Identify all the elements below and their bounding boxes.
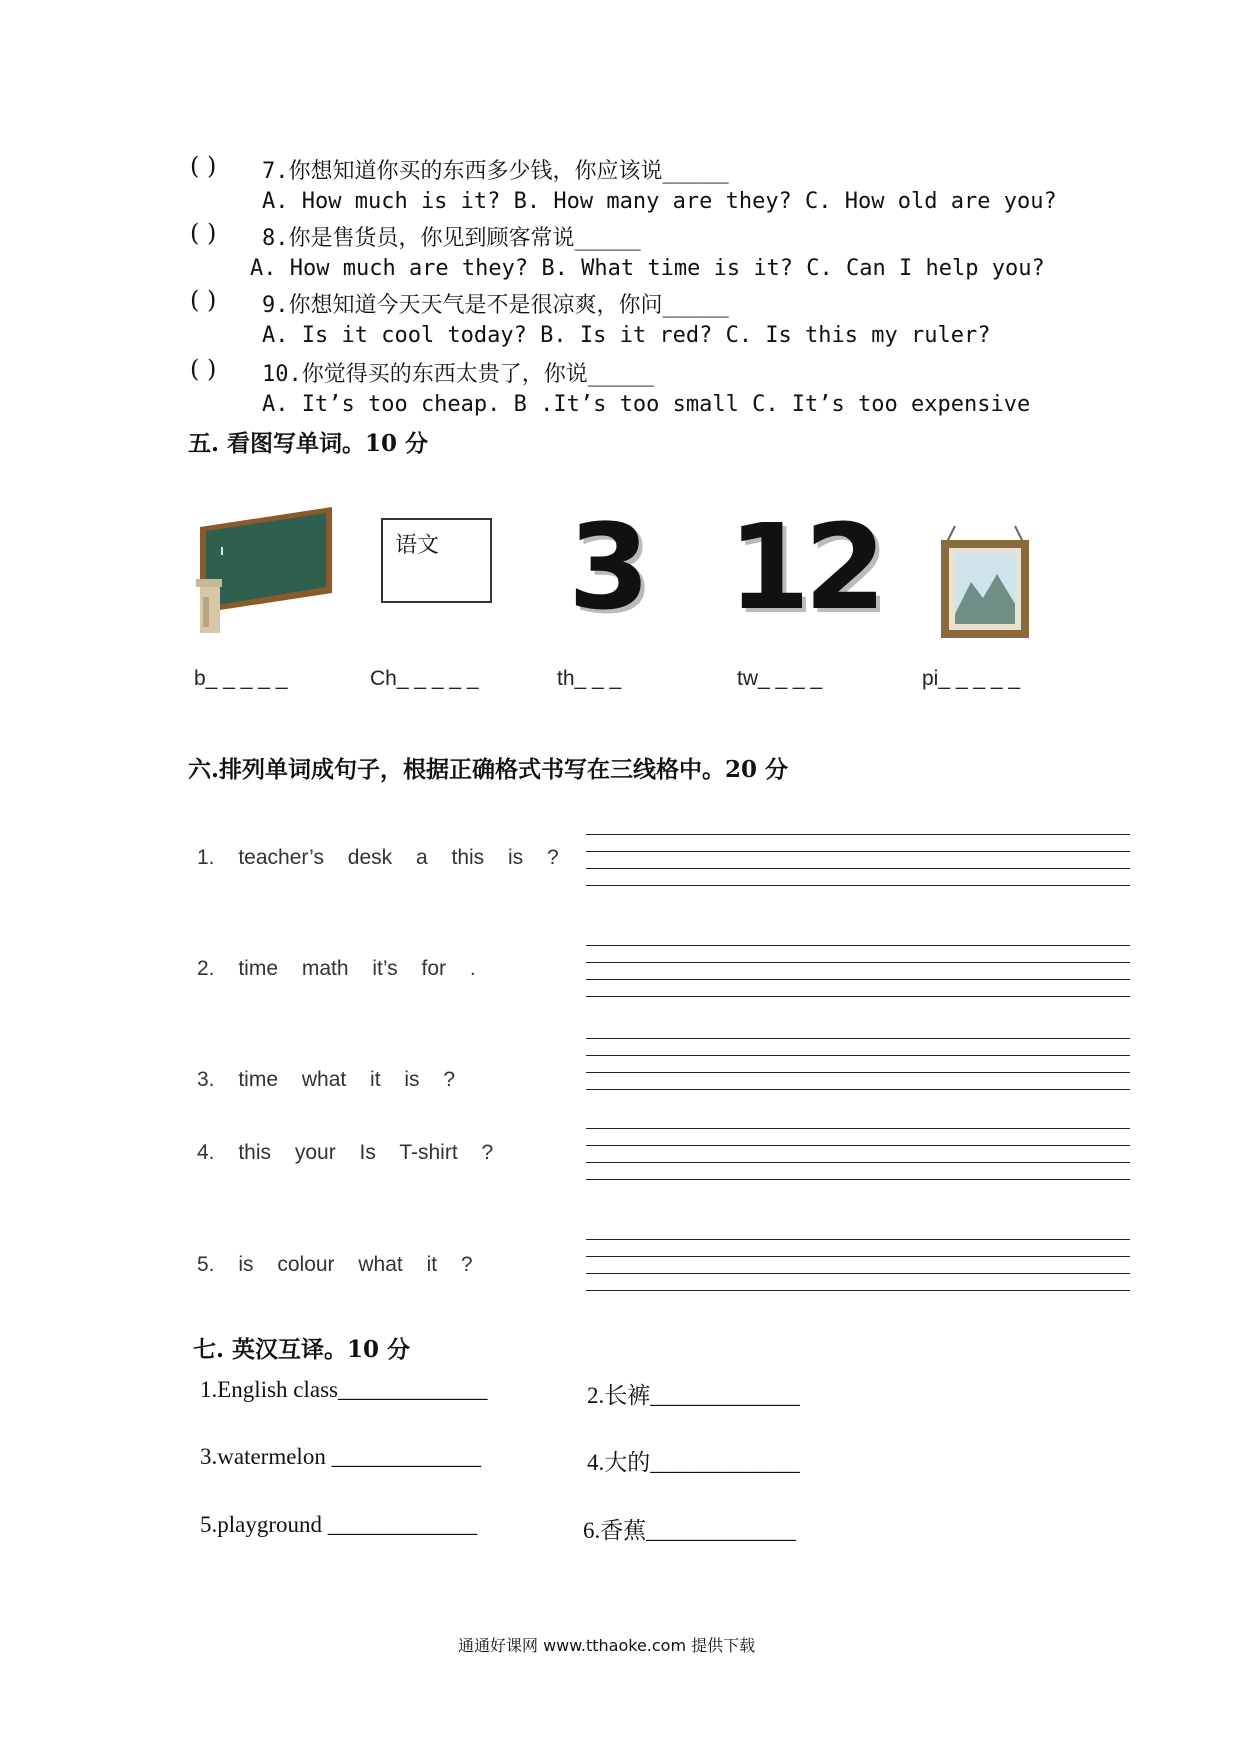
sentence-item-5: 5. is colour what it ? xyxy=(197,1253,473,1276)
answer-paren-10: ( ) xyxy=(190,355,217,383)
section-5-title: 五. 看图写单词。10 分 xyxy=(188,430,429,457)
picture-word-three: th_ _ _ xyxy=(557,667,622,690)
sentence-item-4: 4. this your Is T-shirt ? xyxy=(197,1141,494,1164)
section-6-title: 六.排列单词成句子，根据正确格式书写在三线格中。20 分 xyxy=(188,756,789,783)
options-9: A. Is it cool today? B. Is it red? C. Is this my ruler? xyxy=(262,323,991,348)
footer-text: 通通好课网 www.tthaoke.com 提供下载 xyxy=(458,1636,756,1655)
translate-item-4: 4.大的_____________ xyxy=(587,1450,800,1475)
blackboard-icon xyxy=(192,505,337,640)
answer-paren-7: ( ) xyxy=(190,152,217,180)
options-8: A. How much are they? B. What time is it? C. Can I help you? xyxy=(250,256,1045,281)
number-twelve: 12 xyxy=(728,498,881,636)
picture-word-picture: pi_ _ _ _ _ xyxy=(922,667,1021,690)
question-8: 8.你是售货员，你见到顾客常说_____ xyxy=(262,226,641,251)
number-three: 3 xyxy=(568,498,651,636)
options-10: A. It’s too cheap. B .It’s too small C. It’s too expensive xyxy=(262,392,1031,417)
translate-item-5: 5.playground _____________ xyxy=(200,1512,478,1537)
picture-frame-icon xyxy=(935,524,1035,644)
section-7-title: 七. 英汉互译。10 分 xyxy=(193,1336,411,1363)
question-9: 9.你想知道今天天气是不是很凉爽，你问_____ xyxy=(262,293,729,318)
answer-paren-8: ( ) xyxy=(190,219,217,247)
translate-item-1: 1.English class_____________ xyxy=(200,1377,488,1402)
writing-lines-1 xyxy=(586,834,1130,902)
picture-word-chinese: Ch_ _ _ _ _ xyxy=(370,667,479,690)
translate-item-2: 2.长裤_____________ xyxy=(587,1383,800,1408)
sentence-item-1: 1. teacher’s desk a this is ? xyxy=(197,846,559,869)
writing-lines-5 xyxy=(586,1239,1130,1307)
question-10: 10.你觉得买的东西太贵了，你说_____ xyxy=(262,362,654,387)
sentence-item-3: 3. time what it is ? xyxy=(197,1068,456,1091)
sentence-item-2: 2. time math it’s for . xyxy=(197,957,476,980)
options-7: A. How much is it? B. How many are they? C. How old are you? xyxy=(262,189,1057,214)
picture-word-twelve: tw_ _ _ _ xyxy=(737,667,823,690)
chinese-subject-box xyxy=(381,518,492,603)
writing-lines-2 xyxy=(586,945,1130,1013)
chinese-box-text: 语文 xyxy=(395,533,440,558)
writing-lines-3 xyxy=(586,1038,1130,1106)
question-7: 7.你想知道你买的东西多少钱，你应该说_____ xyxy=(262,159,729,184)
translate-item-6: 6.香蕉_____________ xyxy=(583,1518,796,1543)
translate-item-3: 3.watermelon _____________ xyxy=(200,1444,482,1469)
picture-word-blackboard: b_ _ _ _ _ xyxy=(194,667,288,690)
answer-paren-9: ( ) xyxy=(190,286,217,314)
writing-lines-4 xyxy=(586,1128,1130,1196)
